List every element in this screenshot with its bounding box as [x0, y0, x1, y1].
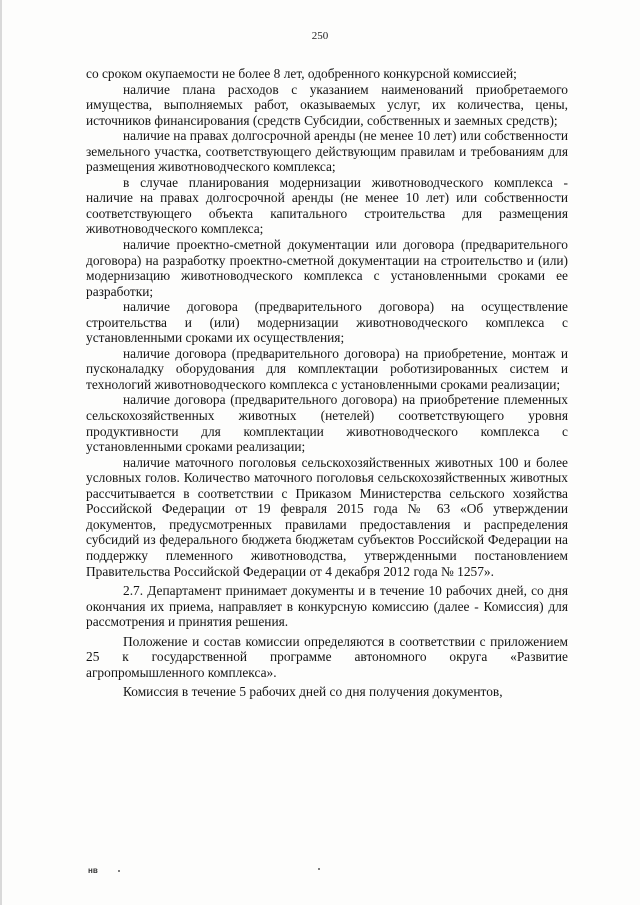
paragraph-11: Положение и состав комиссии определяются в соответствии с приложением 25 к государственной программе автономного округа «Развитие агропромышленного комплекса». — [86, 633, 568, 680]
scan-speck — [118, 870, 120, 872]
paragraph-7: наличие договора (предварительного договора) на приобретение, монтаж и пусконаладку оборудования для комплектации роботизированных систем и технологий животноводческого комплекса с установленными сроками реализации; — [86, 345, 568, 392]
paragraph-4: в случае планирования модернизации животноводческого комплекса - наличие на правах долгосрочной аренды (не менее 10 лет) или собственности соответствующего объекта капитального строительства для размещения животноводческого комплекса; — [86, 174, 568, 237]
footer-initials: нв — [88, 866, 98, 875]
paragraph-5: наличие проектно-сметной документации или договора (предварительного договора) на разработку проектно-сметной документации на строительство и (или) модернизацию животноводческого комплекса с установленными сроками ее разработки; — [86, 237, 568, 299]
paragraph-2: наличие плана расходов с указанием наименований приобретаемого имущества, выполняемых работ, оказываемых услуг, их количества, цены, источников финансирования (средств Субсидии, собственных и заемных средств); — [86, 81, 568, 128]
paragraph-8: наличие договора (предварительного договора) на приобретение племенных сельскохозяйственных животных (нетелей) соответствующего уровня продуктивности для комплектации животноводческого комплекса с установленными сроками реализации; — [86, 392, 568, 455]
paragraph-1: со сроком окупаемости не более 8 лет, одобренного конкурсной комиссией; — [86, 66, 517, 81]
scan-speck — [318, 868, 320, 870]
paragraph-6: наличие договора (предварительного договора) на осуществление строительства и (или) модернизации животноводческого комплекса с установленными сроками их осуществления; — [86, 299, 568, 346]
paragraph-3: наличие на правах долгосрочной аренды (не менее 10 лет) или собственности земельного участка, соответствующего действующим правилам и требованиям для размещения животноводческого комплекса; — [86, 128, 568, 175]
page-number: 250 — [311, 30, 329, 42]
paragraph-10: 2.7. Департамент принимает документы и в течение 10 рабочих дней, со дня окончания их приема, направляет в конкурсную комиссию (далее - Комиссия) для рассмотрения и принятия решения. — [86, 583, 568, 630]
paragraph-9: наличие маточного поголовья сельскохозяйственных животных 100 и более условных голов. Количество маточного поголовья сельскохозяйственных животных рассчитывается в соответствии с Приказом Министерства сельского хозяйства Российской Федерации от 19 февраля 2015 года № 63 «Об утверждении документов, предусмотренных правилами предоставления и распределения субсидий из федерального бюджета бюджетам субъектов Российской Федерации на поддержку племенного животноводства, утвержденными постановлением Правительства Российской Федерации от 4 декабря 2012 года № 1257». — [86, 454, 568, 579]
paragraph-12: Комиссия в течение 5 рабочих дней со дня получения документов, — [123, 684, 503, 700]
document-body — [86, 66, 568, 700]
